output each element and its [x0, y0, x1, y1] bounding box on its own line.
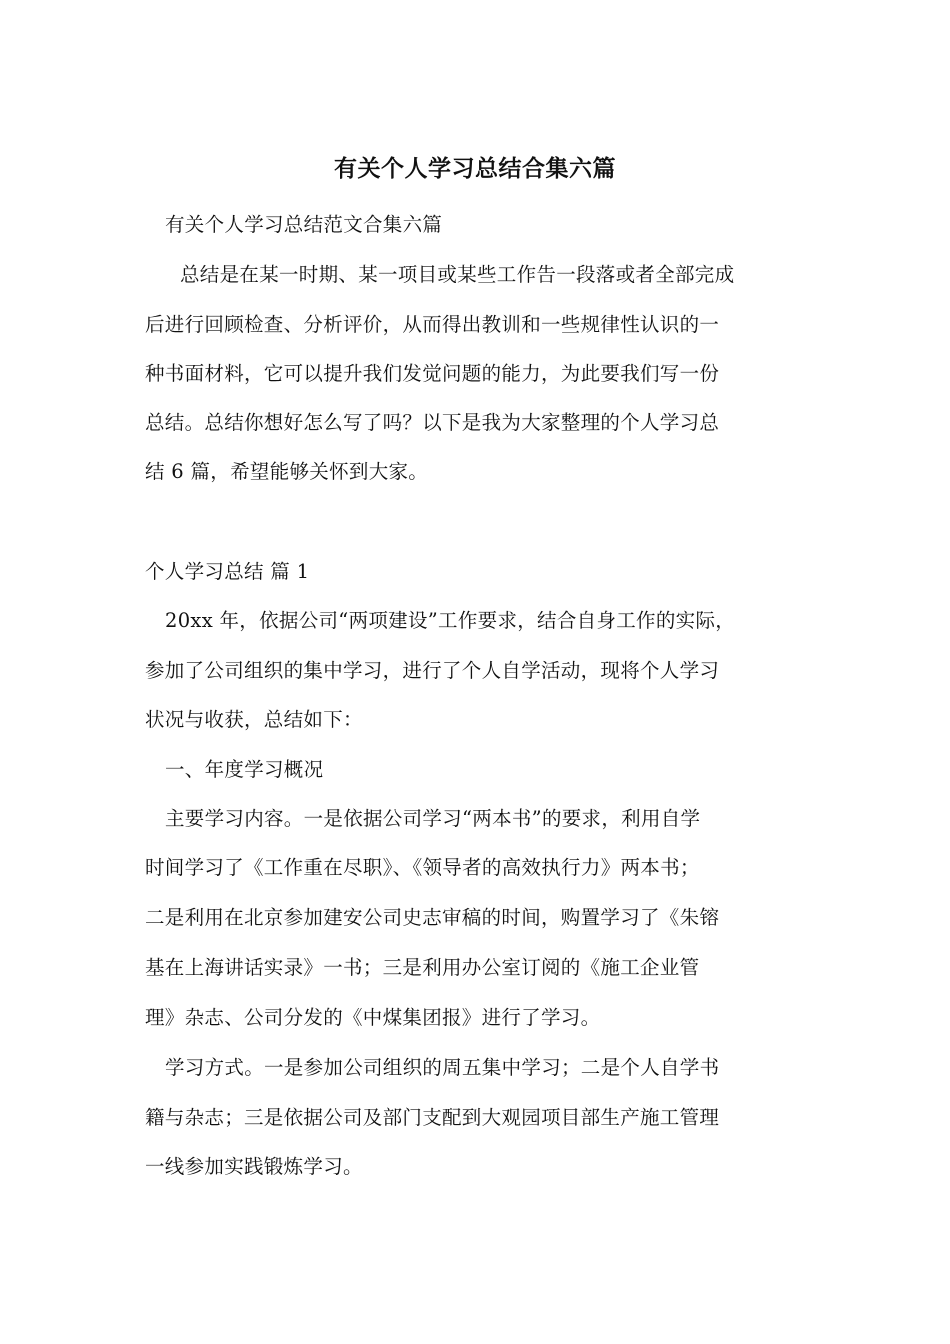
intro-line-3: 种书面材料，它可以提升我们发觉问题的能力，为此要我们写一份: [145, 362, 720, 385]
intro-line-2: 后进行回顾检查、分析评价，从而得出教训和一些规律性认识的一: [145, 313, 720, 336]
section-heading: 个人学习总结 篇 1: [145, 560, 310, 583]
para2-line-4: 基在上海讲话实录》一书；三是利用办公室订阅的《施工企业管: [145, 956, 700, 979]
para3-line-3: 一线参加实践锻炼学习。: [145, 1155, 363, 1178]
para1-line-1: 20xx 年，依据公司“两项建设”工作要求，结合自身工作的实际，: [165, 609, 736, 632]
intro-line-1: 总结是在某一时期、某一项目或某些工作告一段落或者全部完成: [180, 263, 735, 286]
para3-line-1: 学习方式。一是参加公司组织的周五集中学习；二是个人自学书: [165, 1056, 720, 1079]
para2-line-1: 主要学习内容。一是依据公司学习“两本书”的要求，利用自学: [165, 807, 701, 830]
para2-line-2: 时间学习了《工作重在尽职》、《领导者的高效执行力》两本书；: [145, 856, 700, 879]
para1-line-3: 状况与收获，总结如下：: [145, 708, 363, 731]
para2-line-5: 理》杂志、公司分发的《中煤集团报》进行了学习。: [145, 1006, 601, 1029]
intro-line-4: 总结。总结你想好怎么写了吗？以下是我为大家整理的个人学习总: [145, 411, 720, 434]
para2-line-3: 二是利用在北京参加建安公司史志审稿的时间，购置学习了《朱镕: [145, 906, 720, 929]
document-subtitle: 有关个人学习总结范文合集六篇: [165, 213, 443, 236]
subheading: 一、年度学习概况: [165, 758, 324, 781]
document-title: 有关个人学习总结合集六篇: [334, 156, 616, 182]
para1-line-2: 参加了公司组织的集中学习，进行了个人自学活动，现将个人学习: [145, 659, 720, 682]
para3-line-2: 籍与杂志；三是依据公司及部门支配到大观园项目部生产施工管理: [145, 1106, 720, 1129]
intro-line-5: 结 6 篇，希望能够关怀到大家。: [145, 460, 429, 483]
